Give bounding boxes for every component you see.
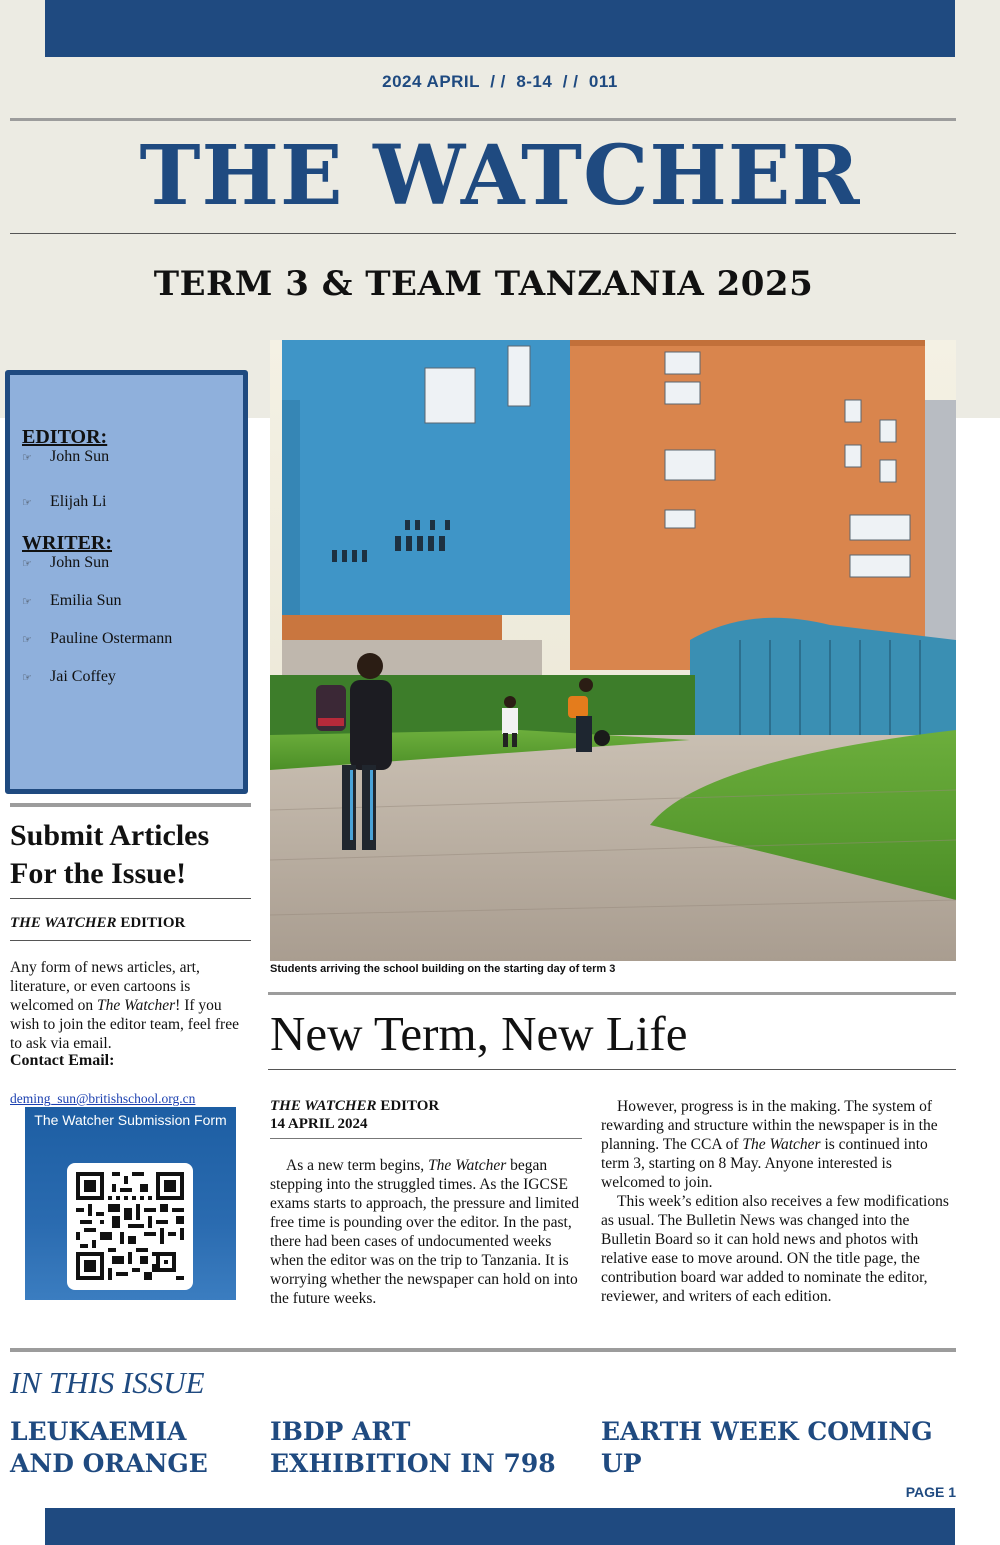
writer-name: Pauline Ostermann [50,630,173,647]
pointing-hand-icon: ☞ [22,672,32,684]
editor-heading: EDITOR: [22,426,108,448]
divider [10,898,251,899]
submit-heading: Submit Articles For the Issue! [10,819,210,890]
qr-code[interactable] [67,1163,193,1290]
pointing-hand-icon: ☞ [22,558,32,570]
issue-subtitle: TERM 3 & TEAM TANZANIA 2025 [153,264,814,304]
hero-photo [270,340,956,961]
byline-role: EDITOR [376,1098,440,1114]
submission-form-title: The Watcher Submission Form [34,1112,227,1128]
divider [10,118,956,121]
submit-body: Any form of news articles, art, literature, or even cartoons is welcomed on The Watcher! If you wish to join the editor team, feel free to ask via email. [10,959,239,1052]
writer-name: Emilia Sun [50,592,122,609]
writer-heading: WRITER: [22,532,113,554]
bottom-banner-bar [45,1508,955,1545]
editor-list [22,447,243,511]
list-item [22,591,243,610]
divider [270,1138,582,1139]
qr-code-icon [76,1172,184,1280]
list-item [22,492,243,511]
divider [10,803,251,807]
article-date: 14 APRIL 2024 [270,1116,368,1132]
contact-label: Contact Email: [10,1052,115,1069]
pointing-hand-icon: ☞ [22,497,32,509]
divider [268,1069,956,1070]
editor-name: Elijah Li [50,493,107,510]
divider [268,992,956,995]
divider [10,940,251,941]
byline-paper-name: THE WATCHER [270,1098,377,1114]
byline-paper-name: THE WATCHER [10,915,117,931]
article-column-2 [601,1097,957,1306]
writer-name: Jai Coffey [50,668,116,685]
byline-role: EDITIOR [116,915,186,931]
divider [10,233,956,234]
contribution-board [5,370,248,794]
pointing-hand-icon: ☞ [22,452,32,464]
school-building-illustration [270,340,956,961]
newspaper-title: THE WATCHER [139,128,861,224]
article-headline: New Term, New Life [270,1006,688,1061]
issue-info [0,72,1000,92]
article-paragraph: However, progress is in the making. The system of rewarding and structure within the newspaper is in the planning. The CCA of The Watcher is continued into term 3, starting on 8 May. Anyone interested is welcomed to join. [601,1098,938,1191]
list-item [22,447,243,466]
page-number: PAGE 1 [905,1484,956,1500]
pointing-hand-icon: ☞ [22,596,32,608]
submission-form-qr-card[interactable] [25,1107,236,1300]
list-item [22,553,243,572]
list-item [22,667,243,686]
issue-teaser-link[interactable]: LEUKAEMIA AND ORANGE [10,1417,208,1478]
article-byline [270,1097,582,1133]
list-item [22,629,243,648]
submit-byline [10,915,251,932]
issue-teaser-link[interactable]: IBDP ART EXHIBITION IN 798 [270,1417,556,1478]
issue-number: 011 [588,72,618,91]
writer-list [22,553,243,686]
editor-name: John Sun [50,448,110,465]
in-this-issue-label: IN THIS ISSUE [10,1365,205,1400]
issue-dates: 8-14 [516,72,553,91]
issue-year-month: 2024 APRIL [382,72,480,91]
issue-separator: / / [490,72,506,91]
contact-email-link[interactable]: deming_sun@britishschool.org.cn [10,1091,196,1106]
issue-teaser-link[interactable]: EARTH WEEK COMING UP [601,1417,933,1478]
issue-separator: / / [562,72,579,91]
photo-caption: Students arriving the school building on the starting day of term 3 [270,963,616,975]
writer-name: John Sun [50,554,110,571]
article-paragraph: As a new term begins, The Watcher began stepping into the struggled times. As the IGCSE exams starts to approach, the pressure and limited free time is pounding over the editor. In the past, there had been cases of undocumented weeks when the editor was on the trip to Tanzania. It is worrying whether the newspaper can hold on into the future weeks. [270,1157,580,1307]
divider [10,1348,956,1352]
article-paragraph: This week’s edition also receives a few modifications as usual. The Bulletin News was changed into the Bulletin Board so it can hold news and photos with relative ease to move around. ON the title page, the contribution board war added to nominate the editor, reviewer, and writers of each edition. [601,1193,949,1305]
top-banner-bar [45,0,955,57]
pointing-hand-icon: ☞ [22,634,32,646]
